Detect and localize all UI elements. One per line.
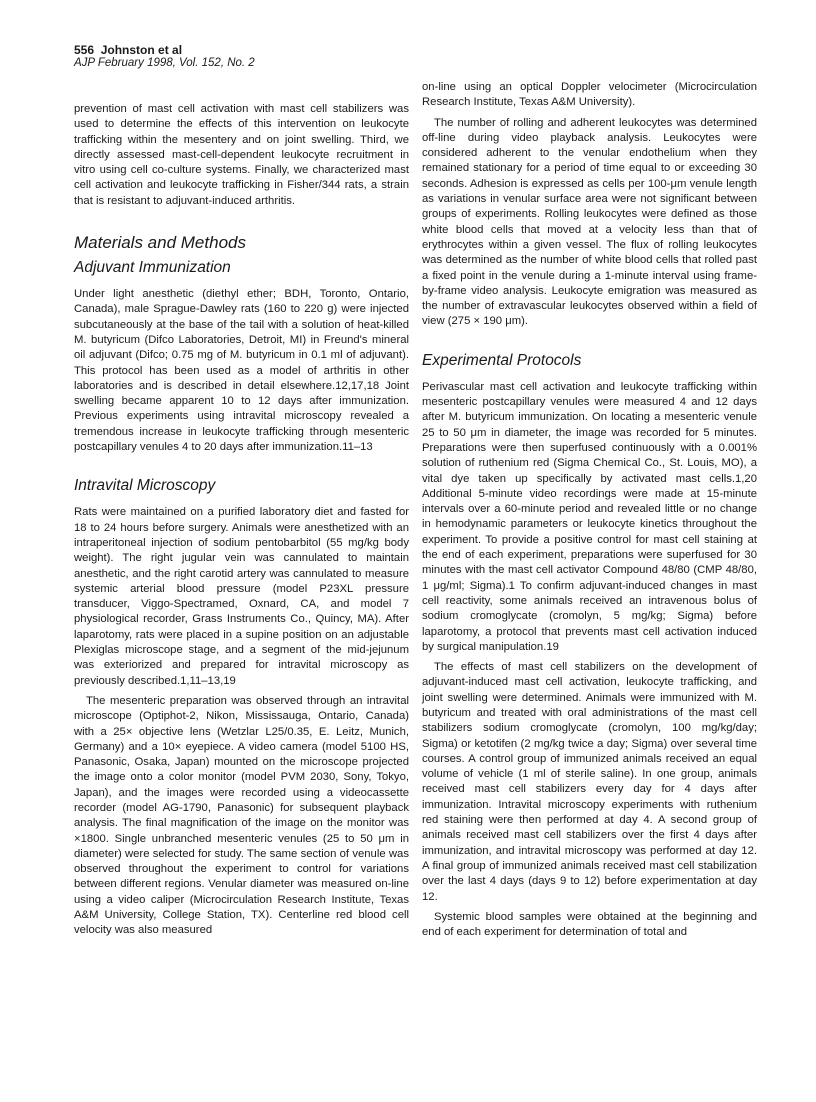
protocols-heading: Experimental Protocols bbox=[422, 351, 582, 369]
page-number-and-authors bbox=[74, 44, 255, 57]
intravital-paragraph-1: Rats were maintained on a purified laboratory diet and fasted for 18 to 24 hours before surgery. Animals were anesthetized with an intraperitoneal injection of sodium pentobarbitol (55 mg/kg body weight). The right jugular vein was cannulated to maintain anesthetic, and the right carotid artery was cannulated to measure systemic arterial blood pressure (model P23XL pressure transducer, Viggo-Spectramed, Oxnard, CA, and model 7 physiological recorder, Grass Instruments Co., Quincy, MA). After laparotomy, rats were placed in a supine position on an adjustable Plexiglas microscope stage, and a segment of the mid-jejunum was exteriorized and prepared for intravital microscopy as previously described.1,11–13,19 bbox=[74, 506, 409, 687]
authors: Johnston et al bbox=[100, 43, 183, 57]
leukocyte-paragraph: The number of rolling and adherent leukocytes was determined off-line during video playback analysis. Leukocytes were considered adherent to the venular endothelium when they remained stationary for a period of time equal to or exceeding 30 seconds. Adhesion is expressed as cells per 100-μm venule length as variations in venular surface area were not significant between groups of experiments. Rolling leukocytes were defined as those white blood cells that moved at a velocity less than that of erythrocytes within a given vessel. The flux of rolling leukocytes was determined as the number of white blood cells that rolled past a fixed point in the venule during a 1-minute interval using frame-by-frame video analysis. Leukocyte emigration was measured as the number of extravascular leukocytes observed within a field of view (275 × 190 μm). bbox=[422, 116, 757, 328]
adjuvant-paragraph: Under light anesthetic (diethyl ether; BDH, Toronto, Ontario, Canada), male Sprague-Dawley rats (160 to 220 g) were injected subcutaneously at the base of the tail with a solution of heat-killed M. butyricum (Difco Laboratories, Detroit, MI) in Freund's mineral oil adjuvant (Difco; 0.75 mg of M. butyricum in 0.1 ml of adjuvant). This protocol has been used as a model of arthritis in other laboratories and is described in detail elsewhere.12,17,18 Joint swelling became apparent 10 to 12 days after immunization. Previous experiments using intravital microscopy revealed a tremendous increase in leukocyte trafficking through mesenteric postcapillary venules 4 to 20 days after immunization.11–13 bbox=[74, 288, 409, 454]
right-column bbox=[422, 80, 757, 940]
protocols-paragraph-3: Systemic blood samples were obtained at the beginning and end of each experiment for determination of total and bbox=[422, 910, 757, 939]
protocols-paragraph-1: Perivascular mast cell activation and leukocyte trafficking within mesenteric postcapillary venules were measured 4 and 12 days after M. butyricum immunization. On locating a mesenteric venule 25 to 50 μm in diameter, the image was recorded for 5 minutes. Preparations were then superfused continuously with a 0.001% solution of ruthenium red (Sigma Chemical Co., St. Louis, MO), a vital dye taken up specifically by activated mast cells.1,20 Additional 5-minute video recordings were made at 15-minute intervals over a 60-minute period and revealed little or no change in hemodynamic parameters or leukocyte kinetics throughout the experiment. To provide a positive control for mast cell staining at the end of each experiment, preparations were superfused for 30 minutes with the mast cell activator Compound 48/80 (CMP 48/80, 1 μg/ml; Sigma).1 To confirm adjuvant-induced changes in mast cell reactivity, some animals received an intravenous bolus of sodium cromoglycate (cromolyn, 5 mg/kg; Sigma) before laparotomy, a protocol that prevents mast cell activation induced by surgical manipulation.19 bbox=[422, 380, 757, 653]
page-number: 556 bbox=[74, 43, 95, 57]
running-header bbox=[74, 44, 255, 70]
section-title: Materials and Methods bbox=[74, 233, 246, 253]
intro-paragraph: prevention of mast cell activation with mast cell stabilizers was used to determine the effects of this intervention on leukocyte trafficking within the mesentery and on joint swelling. Third, we directly assessed mast-cell-dependent leukocyte recruitment in vitro using cell co-culture systems. Finally, we characterized mast cell activation and leukocyte trafficking in Fisher/344 rats, a strain that is resistant to adjuvant-induced arthritis. bbox=[74, 103, 409, 207]
left-column bbox=[74, 102, 409, 939]
journal-citation: AJP February 1998, Vol. 152, No. 2 bbox=[74, 57, 255, 69]
intravital-heading: Intravital Microscopy bbox=[74, 477, 216, 495]
adjuvant-heading: Adjuvant Immunization bbox=[74, 259, 231, 277]
protocols-paragraph-2: The effects of mast cell stabilizers on the development of adjuvant-induced mast cell activation, leukocyte trafficking, and joint swelling were determined. Animals were immunized with M. butyricum and treated with oral administrations of the mast cell stabilizers sodium cromoglycate (cromolyn, 100 mg/kg/day; Sigma) or ketotifen (2 mg/kg twice a day; Sigma) over several time courses. A control group of immunized animals received an equal volume of vehicle (1 ml of sterile saline). In one group, animals received mast cell stabilizers every day for 4 days after immunization. Intravital microscopy experiments with ruthenium red staining were then performed at day 4. A second group of animals received mast cell stabilizers over the first 4 days after immunization, and intravital microscopy was performed at day 12. A final group of immunized animals received mast cell stabilization over the last 4 days (days 9 to 12) before experimentation at day 12. bbox=[422, 661, 757, 903]
intravital-paragraph-2: The mesenteric preparation was observed through an intravital microscope (Optiphot-2, Nikon, Mississauga, Ontario, Canada) with a 25× objective lens (Wetzlar L25/0.35, E. Leitz, Munich, Germany) and a 10× eyepiece. A video camera (model 5100 HS, Panasonic, Osaka, Japan) mounted on the microscope projected the image onto a color monitor (model PVM 2030, Sony, Tokyo, Japan), and the images were recorded using a videocassette recorder (model AG-1790, Panasonic) for subsequent playback analysis. The final magnification of the image on the monitor was ×1800. Single unbranched mesenteric venules (25 to 50 μm in diameter) were selected for study. The same section of venule was observed throughout the experiment to control for variations between different regions. Venular diameter was measured on-line using a video caliper (Microcirculation Research Institute, Texas A&M University, College Station, TX). Centerline red blood cell velocity was also measured bbox=[74, 694, 409, 937]
continuation-paragraph: on-line using an optical Doppler velocimeter (Microcirculation Research Institute, Texas A&M University). bbox=[422, 81, 757, 109]
